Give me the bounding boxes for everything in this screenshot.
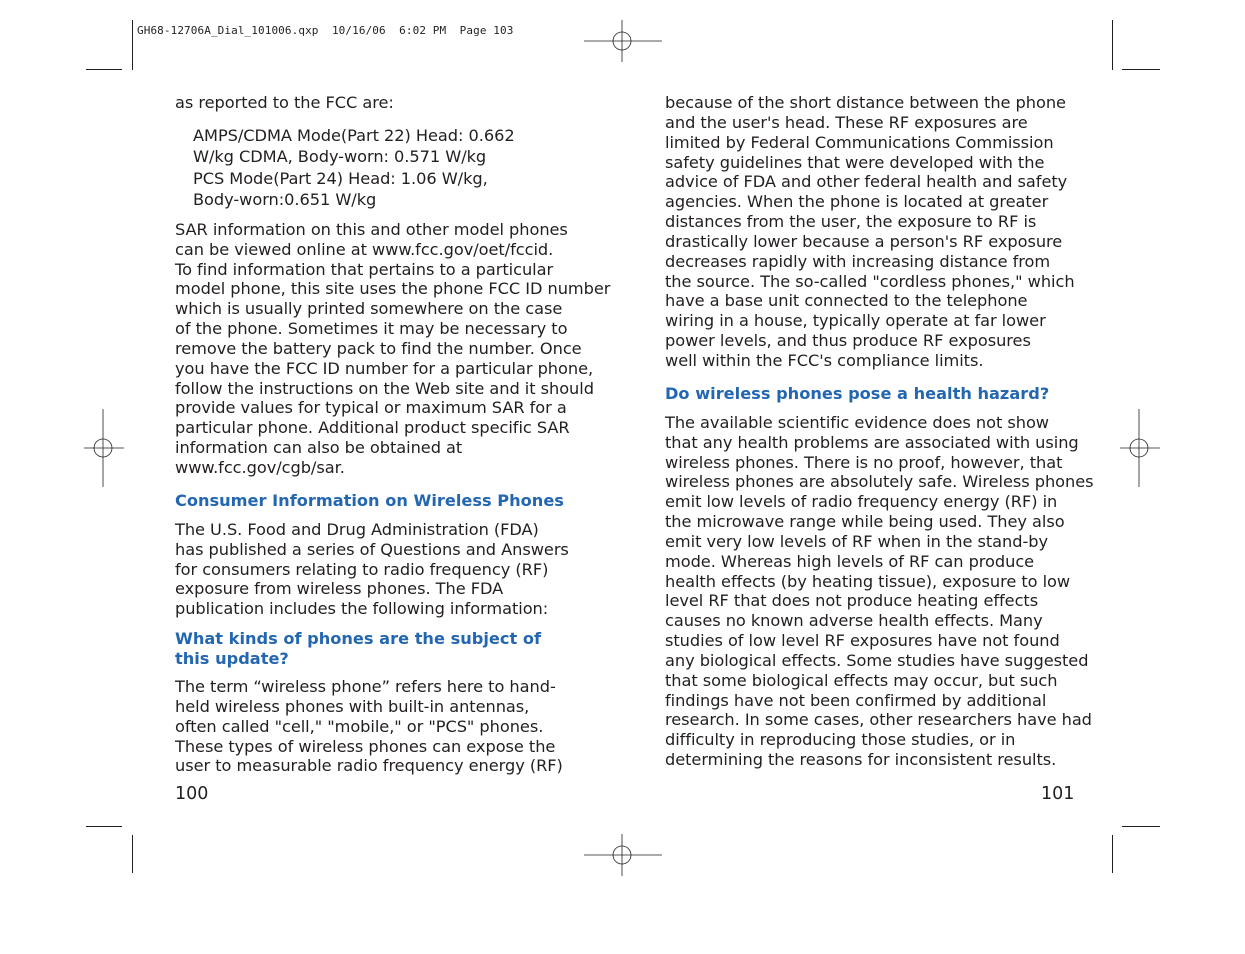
- sar-value-line: PCS Mode(Part 24) Head: 1.06 W/kg,: [193, 168, 488, 188]
- intro-text: as reported to the FCC are:: [175, 93, 394, 112]
- section-heading-health-hazard: Do wireless phones pose a health hazard?: [665, 383, 1050, 403]
- page-number-right: 101: [1041, 784, 1075, 804]
- sar-info-paragraph: SAR information on this and other model phones can be viewed online at www.fcc.gov/oet/fccid. To find information that pertains to a particular model phone, this site uses the phone FCC ID number which is usually printed somewhere on the case of the phone. Sometimes it may be necessary to remove the battery pack to find the number. Once you have the FCC ID number for a particular phone, follow the instructions on the Web site and it should provide values for typical or maximum SAR for a particular phone. Additional product specific SAR information can also be obtained at www.fcc.gov/cgb/sar.: [175, 219, 611, 477]
- registration-mark-top: [584, 20, 662, 62]
- sar-value-line: AMPS/CDMA Mode(Part 22) Head: 0.662: [193, 125, 515, 145]
- right-page-column: [665, 93, 1094, 770]
- registration-mark-left: [84, 409, 124, 487]
- rf-exposure-paragraph: because of the short distance between the phone and the user's head. These RF exposures are limited by Federal Communications Commission safety guidelines that were developed with the advice of FDA and other federal health and safety agencies. When the phone is located at greater distances from the user, the exposure to RF is drastically lower because a person's RF exposure decreases rapidly with increasing distance from the source. The so-called "cordless phones," which have a base unit connected to the telephone wiring in a house, typically operate at far lower power levels, and thus produce RF exposures well within the FCC's compliance limits.: [665, 93, 1075, 370]
- section-heading-consumer-info: Consumer Information on Wireless Phones: [175, 490, 564, 510]
- wireless-phone-term-paragraph: The term “wireless phone” refers here to hand- held wireless phones with built-in antennas, often called "cell," "mobile," or "PCS" phones. These types of wireless phones can expose the user to measurable radio frequency energy (RF): [175, 677, 563, 776]
- printer-slug: GH68-12706A_Dial_101006.qxp 10/16/06 6:02 PM Page 103: [137, 24, 514, 37]
- page-number-left: 100: [175, 784, 209, 804]
- sar-values-block: [175, 125, 585, 211]
- section-heading-phone-kinds: What kinds of phones are the subject of this update?: [175, 629, 541, 669]
- registration-mark-bottom: [584, 834, 662, 876]
- registration-mark-right: [1120, 409, 1160, 487]
- fda-intro-paragraph: The U.S. Food and Drug Administration (FDA) has published a series of Questions and Answers for consumers relating to radio frequency (RF) exposure from wireless phones. The FDA publication includes the following information:: [175, 519, 569, 619]
- sar-value-line: W/kg CDMA, Body-worn: 0.571 W/kg: [193, 147, 487, 167]
- sar-value-line: Body-worn:0.651 W/kg: [193, 190, 377, 210]
- left-page-column: [175, 93, 611, 776]
- health-hazard-paragraph: The available scientific evidence does not show that any health problems are associated with using wireless phones. There is no proof, however, that wireless phones are absolutely safe. Wireless phones emit low levels of radio frequency energy (RF) in the microwave range while being used. They also emit very low levels of RF when in the stand-by mode. Whereas high levels of RF can produce health effects (by heating tissue), exposure to low level RF that does not produce heating effects causes no known adverse health effects. Many studies of low level RF exposures have not found any biological effects. Some studies have suggested that some biological effects may occur, but such findings have not been confirmed by additional research. In some cases, other researchers have had difficulty in reproducing those studies, or in determining the reasons for inconsistent results.: [665, 412, 1094, 770]
